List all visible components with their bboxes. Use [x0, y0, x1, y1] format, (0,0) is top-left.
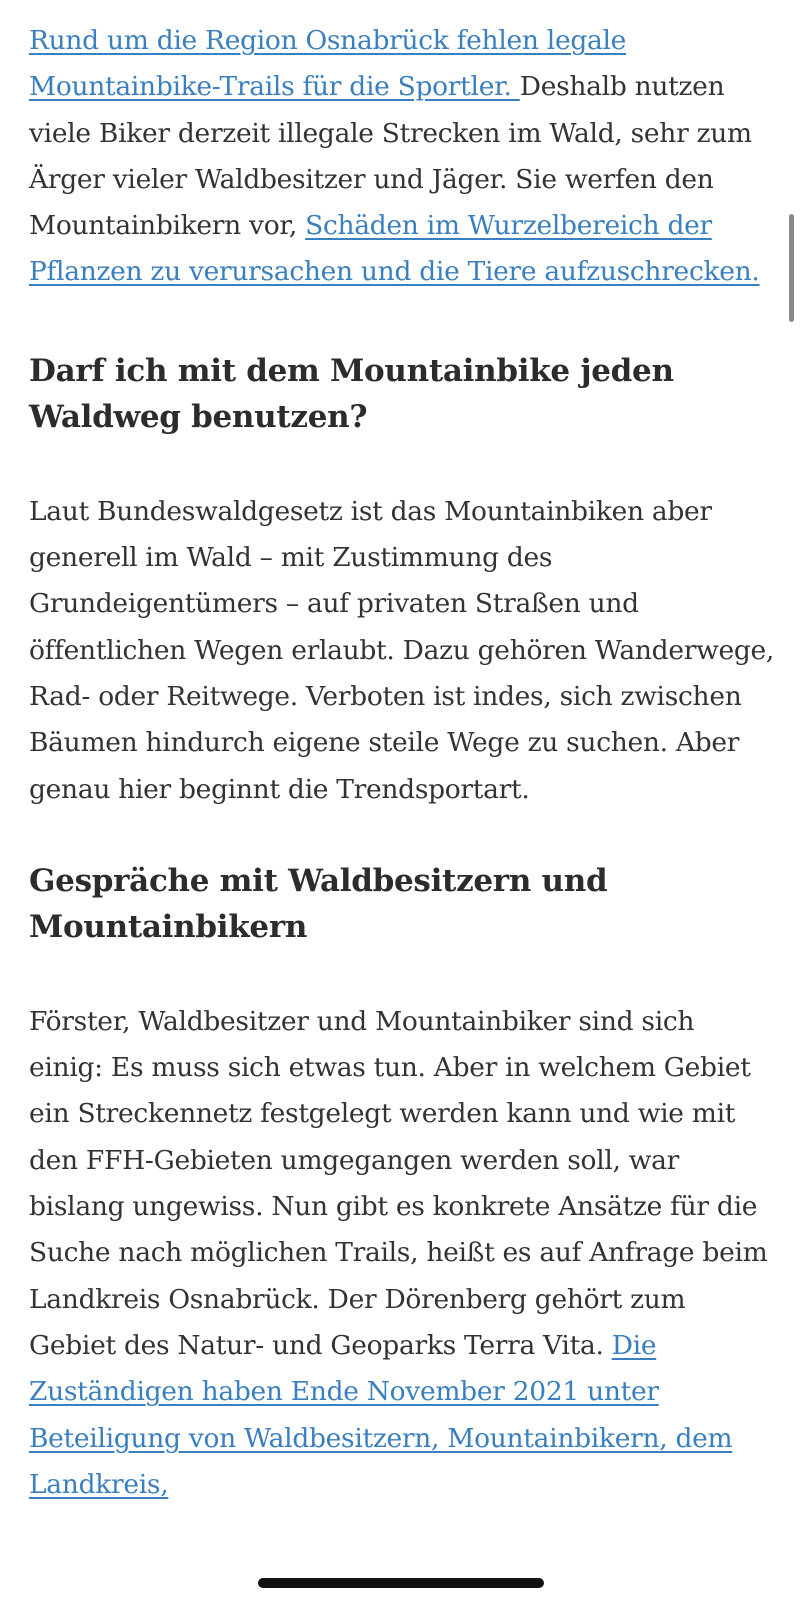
heading-talks: Gespräche mit Waldbesitzern und Mountainbikern [29, 862, 608, 946]
paragraph-forest-law: Laut Bundeswaldgesetz ist das Mountainbiken aber generell im Wald – mit Zustimmung des Grundeigentümers – auf privaten Straßen und öffentlichen Wegen erlaubt. Dazu gehören Wanderwege, Rad- oder Reitwege. Verboten ist indes, sich zwischen Bäumen hindurch eigene steile Wege zu suchen. Aber genau hier beginnt die Trendsportart. [29, 495, 775, 805]
talks-text: Förster, Waldbesitzer und Mountainbiker sind sich einig: Es muss sich etwas tun. Aber in welchem Gebiet ein Streckennetz festgelegt werden kann und wie mit den FFH-Gebieten umgegangen werden soll, war bislang ungewiss. Nun gibt es konkrete Ansätze für die Suche nach möglichen Trails, heißt es auf Anfrage beim Landkreis Osnabrück. Der Dörenberg gehört zum Gebiet des Natur- und Geoparks Terra Vita. [29, 1005, 768, 1361]
link-root-damage[interactable]: Schäden im Wurzelbereich der Pflanzen zu verursachen und die Tiere aufzuschrecken. [29, 210, 760, 288]
link-responsible-parties[interactable]: Die Zuständigen haben Ende November 2021 unter Beteiligung von Waldbesitzern, Mountainbikern, dem Landkreis, [29, 1329, 733, 1500]
link-mountainbike-trails[interactable]: Rund um die Region Osnabrück fehlen legale Mountainbike-Trails für die Sportler. [29, 25, 627, 103]
home-indicator[interactable] [258, 1578, 544, 1588]
intro-paragraph [29, 18, 774, 296]
scrollbar-thumb[interactable] [789, 214, 794, 322]
paragraph-talks [29, 999, 774, 1508]
article-body [29, 18, 774, 1508]
intro-text: Deshalb nutzen viele Biker derzeit illegale Strecken im Wald, sehr zum Ärger vieler Waldbesitzer und Jäger. Sie werfen den Mountainbikern vor, [29, 71, 752, 242]
heading-forest-path: Darf ich mit dem Mountainbike jeden Waldweg benutzen? [29, 352, 674, 436]
